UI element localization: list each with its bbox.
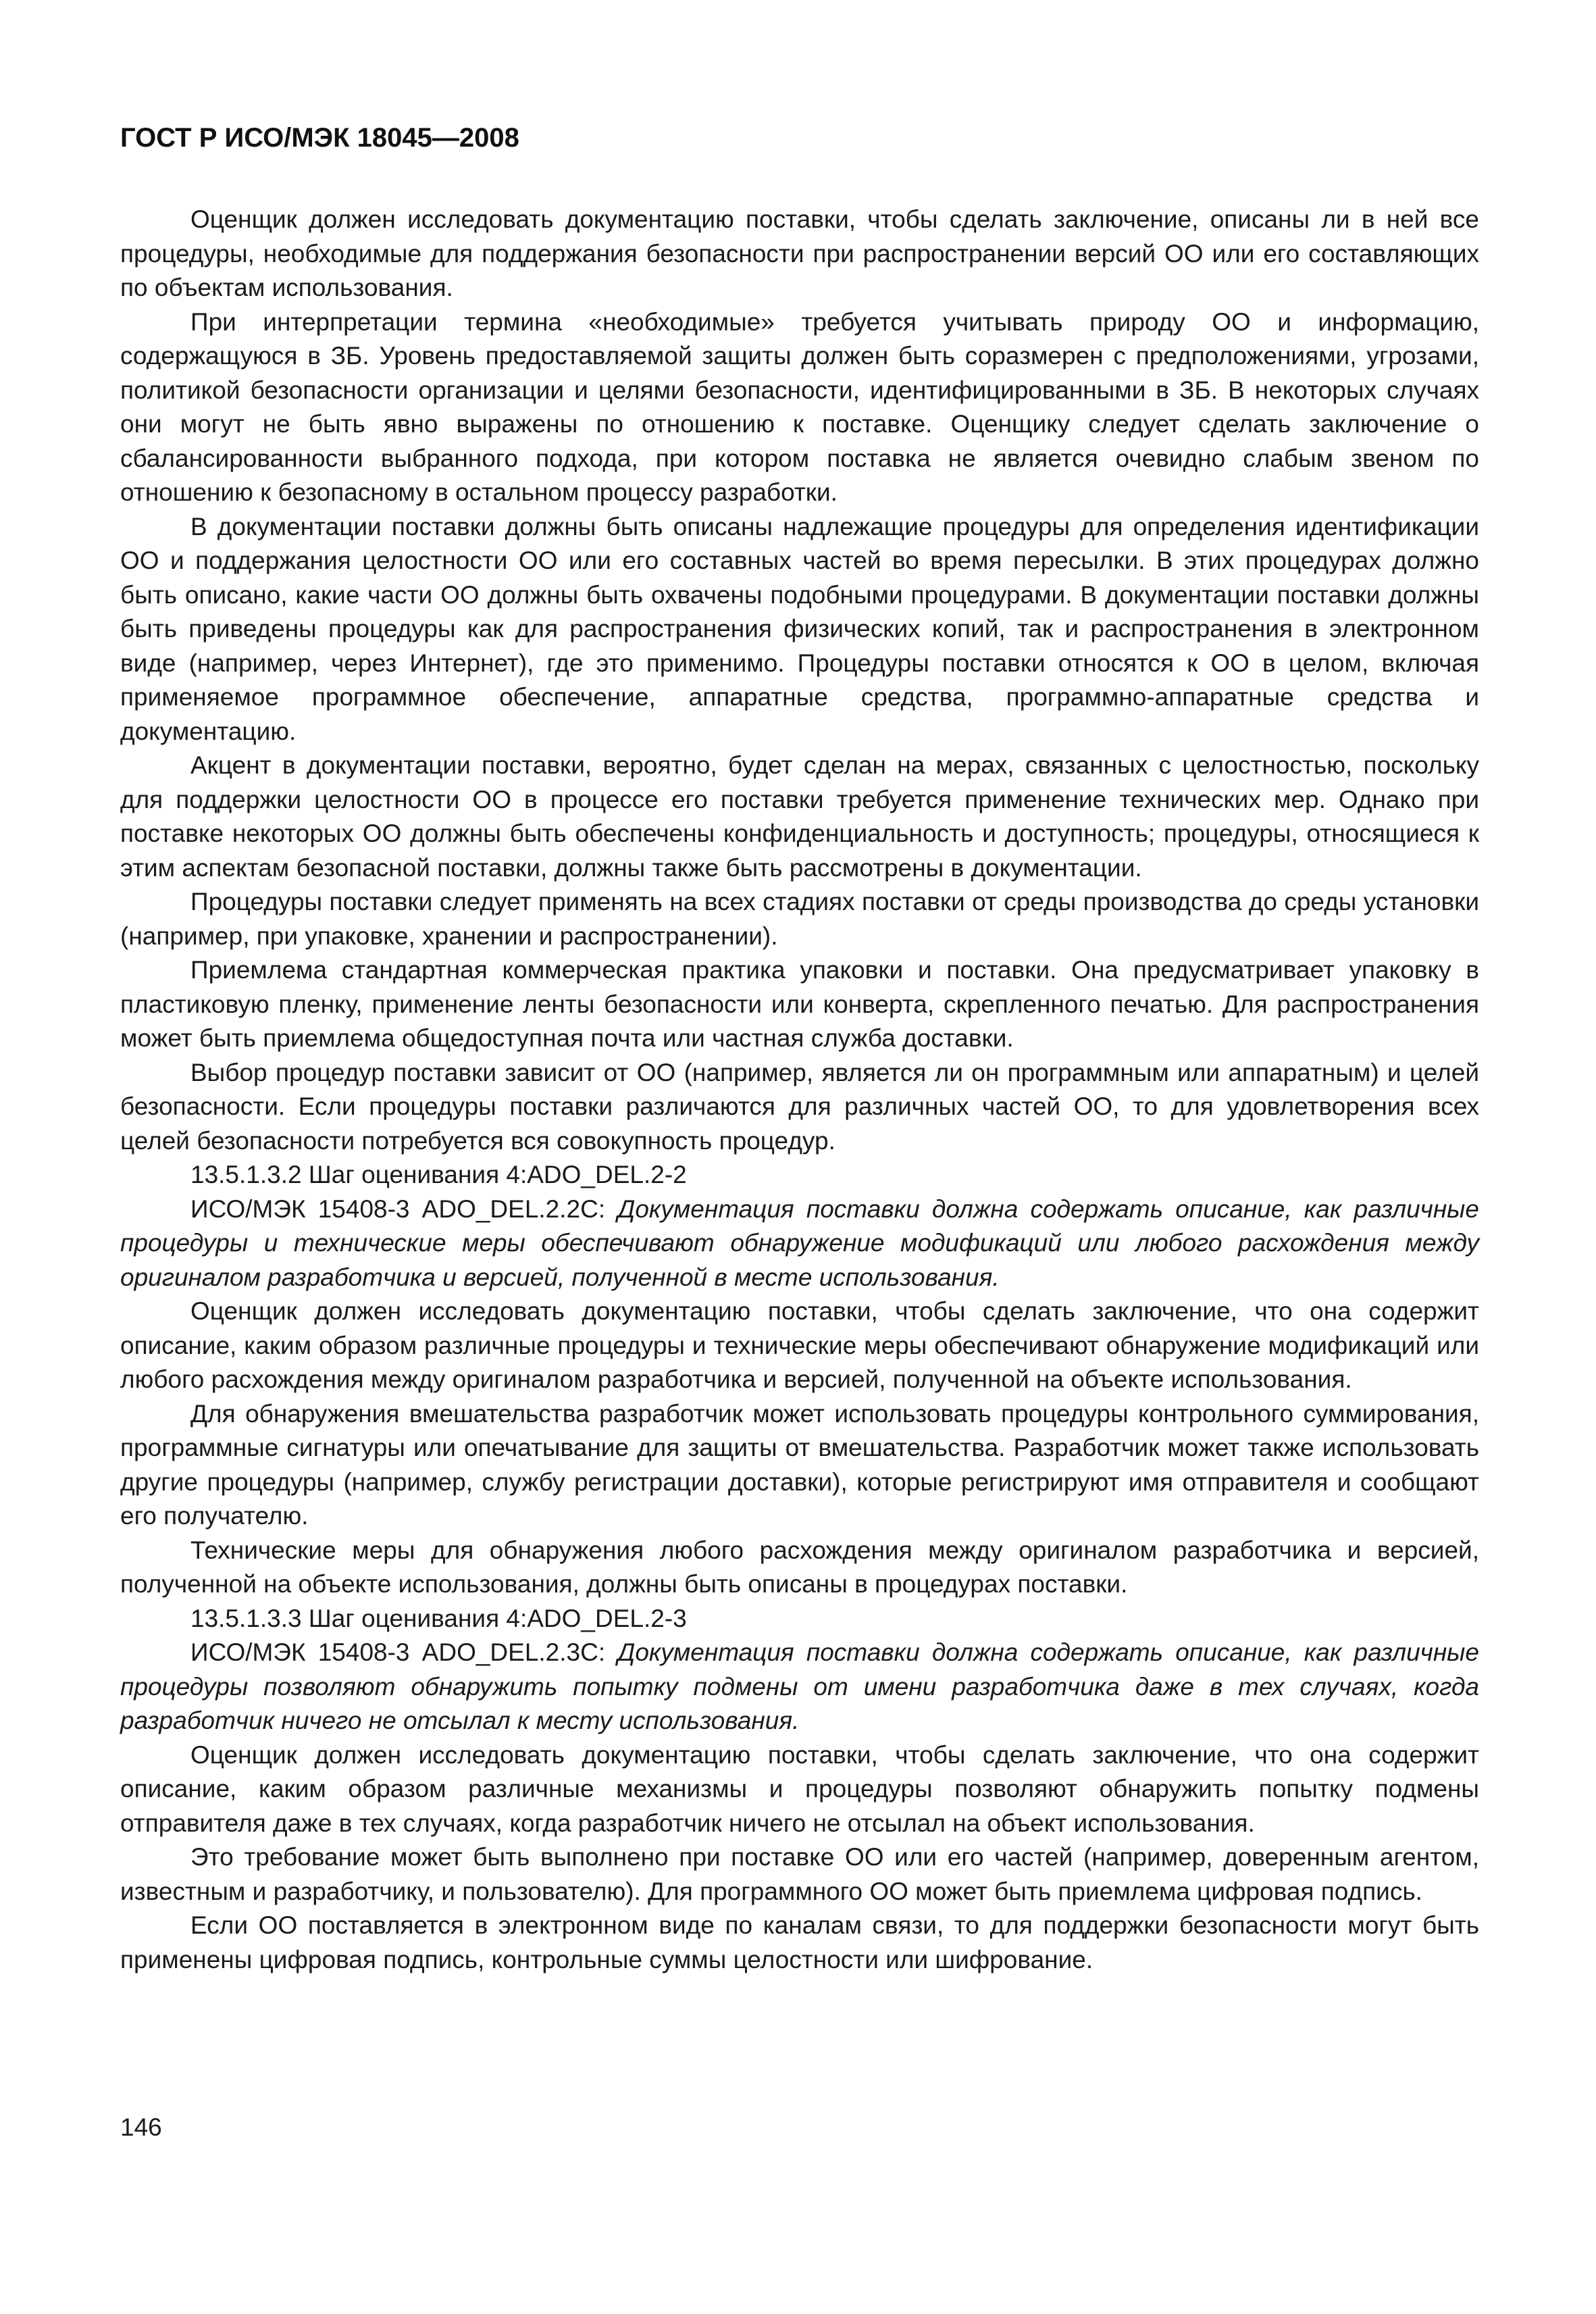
requirement-text: Документация поставки должна содержать описание, как различные процедуры и технические меры обеспечивают обнаружение модификаций или любого расхождения между оригиналом разработчика и версией, полученной в месте использования. [120, 1194, 1479, 1291]
paragraph-text: Для обнаружения вмешательства разработчик может использовать процедуры контрольного суммирования, программные сигнатуры или опечатывание для защиты от вмешательства. Разработчик может также использовать другие процедуры (например, службу регистрации доставки), которые регистрируют имя отправителя и сообщают его получателю. [120, 1399, 1479, 1530]
paragraph-text: Выбор процедур поставки зависит от ОО (например, является ли он программным или аппаратным) и целей безопасности. Если процедуры поставки различаются для различных частей ОО, то для удовлетворения всех целей безопасности потребуется вся совокупность процедур. [120, 1058, 1479, 1155]
paragraph [120, 1397, 1479, 1534]
requirement-reference: ИСО/МЭК 15408-3 ADO_DEL.2.2C: [190, 1194, 618, 1223]
section-heading [120, 1158, 1479, 1192]
standard-header: ГОСТ Р ИСО/МЭК 18045—2008 [120, 123, 519, 153]
section-heading [120, 1602, 1479, 1636]
paragraph-text: При интерпретации термина «необходимые» требуется учитывать природу ОО и информацию, содержащуюся в ЗБ. Уровень предоставляемой защиты должен быть соразмерен с предположениями, угрозами, политикой безопасности организации и целями безопасности, идентифицированными в ЗБ. В некоторых случаях они могут не быть явно выражены по отношению к поставке. Оценщику следует сделать заключение о сбалансированности выбранного подхода, при котором поставка не является очевидно слабым звеном по отношению к безопасному в остальном процессу разработки. [120, 307, 1479, 506]
paragraph [120, 749, 1479, 885]
paragraph [120, 510, 1479, 749]
paragraph-text: Оценщик должен исследовать документацию поставки, чтобы сделать заключение, описаны ли в ней все процедуры, необходимые для поддержания безопасности при распространении версий ОО или его составляющих по объектам использования. [120, 205, 1479, 301]
paragraph [120, 1909, 1479, 1977]
requirement-reference: ИСО/МЭК 15408-3 ADO_DEL.2.3C: [190, 1638, 618, 1666]
paragraph [120, 203, 1479, 305]
body-text [120, 203, 1479, 1977]
paragraph-text: Если ОО поставляется в электронном виде по каналам связи, то для поддержки безопасности могут быть применены цифровая подпись, контрольные суммы целостности или шифрование. [120, 1911, 1479, 1973]
requirement-paragraph [120, 1192, 1479, 1295]
paragraph-text: Приемлема стандартная коммерческая практика упаковки и поставки. Она предусматривает упаковку в пластиковую пленку, применение ленты безопасности или конверта, скрепленного печатью. Для распространения может быть приемлема общедоступная почта или частная служба доставки. [120, 956, 1479, 1052]
paragraph [120, 953, 1479, 1056]
section-heading-text: 13.5.1.3.2 Шаг оценивания 4:ADO_DEL.2-2 [190, 1161, 687, 1188]
paragraph-text: Оценщик должен исследовать документацию поставки, чтобы сделать заключение, что она содержит описание, каким образом различные процедуры и технические меры обеспечивают обнаружение модификаций или любого расхождения между оригиналом разработчика и версией, полученной на объекте использования. [120, 1297, 1479, 1393]
paragraph [120, 1534, 1479, 1602]
paragraph-text: Процедуры поставки следует применять на всех стадиях поставки от среды производства до среды установки (например, при упаковке, хранении и распространении). [120, 888, 1479, 950]
paragraph-text: Акцент в документации поставки, вероятно, будет сделан на мерах, связанных с целостностью, поскольку для поддержки целостности ОО в процессе его поставки требуется применение технических мер. Однако при поставке некоторых ОО должны быть обеспечены конфиденциальность и доступность; процедуры, относящиеся к этим аспектам безопасной поставки, должны также быть рассмотрены в документации. [120, 751, 1479, 882]
paragraph [120, 1738, 1479, 1841]
paragraph [120, 1056, 1479, 1159]
paragraph-text: В документации поставки должны быть описаны надлежащие процедуры для определения идентификации ОО и поддержания целостности ОО или его составных частей во время пересылки. В этих процедурах должно быть описано, какие части ОО должны быть охвачены подобными процедурами. В документации поставки должны быть приведены процедуры как для распространения физических копий, так и распространения в электронном виде (например, через Интернет), где это применимо. Процедуры поставки относятся к ОО в целом, включая применяемое программное обеспечение, аппаратные средства, программно-аппаратные средства и документацию. [120, 512, 1479, 745]
paragraph [120, 885, 1479, 953]
requirement-paragraph [120, 1636, 1479, 1738]
page-number: 146 [120, 2113, 162, 2141]
section-heading-text: 13.5.1.3.3 Шаг оценивания 4:ADO_DEL.2-3 [190, 1604, 687, 1632]
paragraph-text: Технические меры для обнаружения любого расхождения между оригиналом разработчика и версией, полученной на объекте использования, должны быть описаны в процедурах поставки. [120, 1536, 1479, 1598]
paragraph-text: Оценщик должен исследовать документацию поставки, чтобы сделать заключение, что она содержит описание, каким образом различные механизмы и процедуры позволяют обнаружить попытку подмены отправителя даже в тех случаях, когда разработчик ничего не отсылал на объект использования. [120, 1740, 1479, 1837]
paragraph [120, 305, 1479, 510]
paragraph-text: Это требование может быть выполнено при поставке ОО или его частей (например, доверенным агентом, известным и разработчику, и пользователю). Для программного ОО может быть приемлема цифровая подпись. [120, 1843, 1479, 1905]
requirement-text: Документация поставки должна содержать описание, как различные процедуры позволяют обнаружить попытку подмены от имени разработчика даже в тех случаях, когда разработчик ничего не отсылал к месту использования. [120, 1638, 1479, 1734]
paragraph [120, 1840, 1479, 1909]
paragraph [120, 1294, 1479, 1397]
